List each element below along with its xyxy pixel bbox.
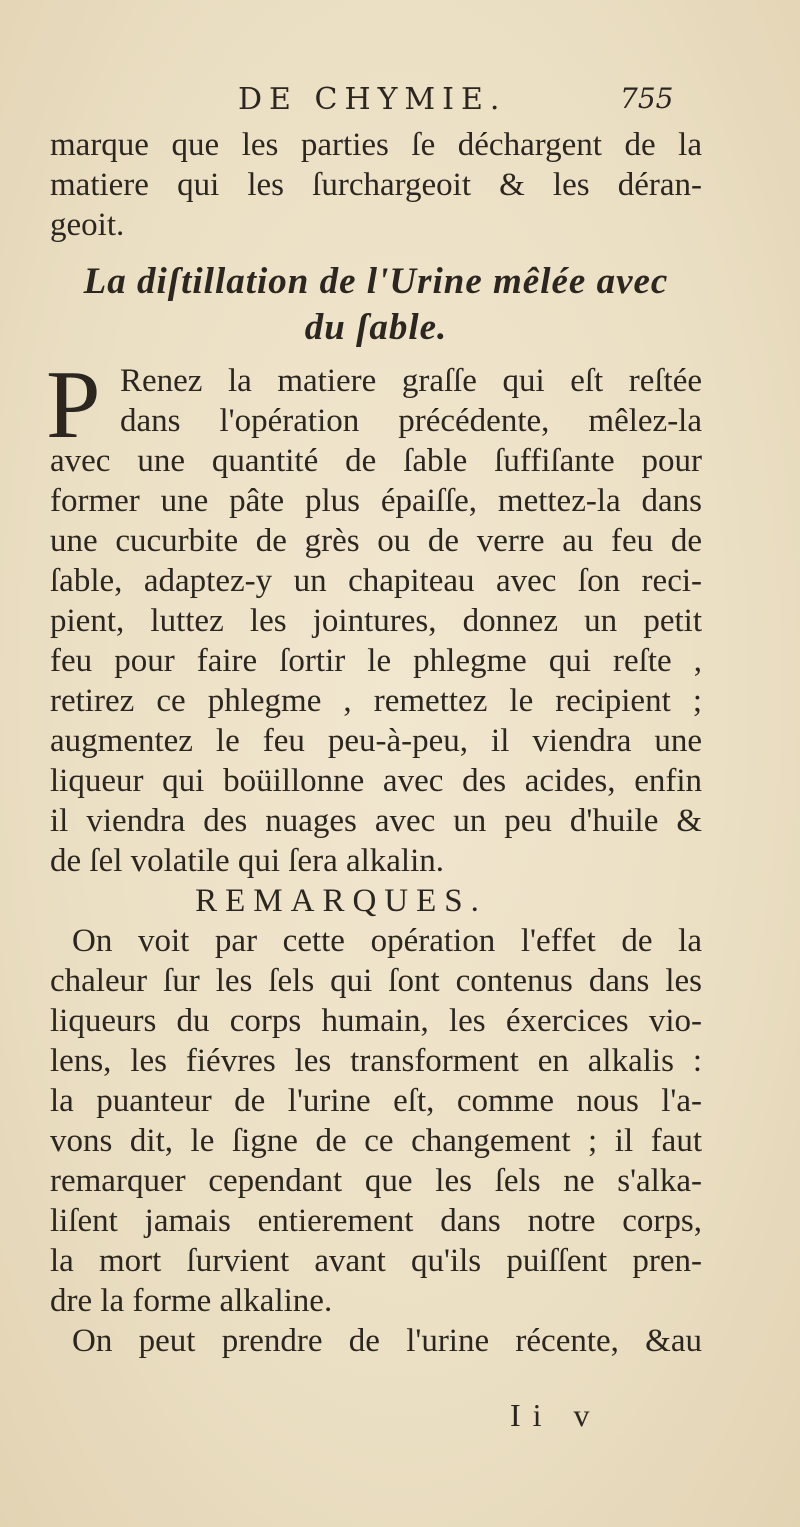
text-line: la mort ſurvient avant qu'ils puiſſent pren- [50,1243,702,1279]
text-line: On voit par cette opération l'effet de la [72,923,702,959]
text-line: liſent jamais entierement dans notre corps, [50,1203,702,1239]
text-line: marque que les parties ſe déchargent de la [50,127,702,163]
text-line: ſable, adaptez-y un chapiteau avec ſon reci- [50,563,702,599]
text-line: liqueurs du corps humain, les éxercices vio- [50,1003,702,1039]
text-line: dans l'opération précédente, mêlez-la [120,403,702,439]
text-line: remarquer cependant que les ſels ne s'alka- [50,1163,702,1199]
text-line: une cucurbite de grès ou de verre au feu de [50,523,702,559]
intro-paragraph [50,125,702,245]
final-paragraph [50,1321,702,1361]
remarques-paragraph [50,921,702,1321]
text-line: augmentez le feu peu-à-peu, il viendra une [50,723,702,759]
text-body [46,125,702,1361]
text-line: de ſel volatile qui ſera alkalin. [50,843,445,879]
text-line: feu pour faire ſortir le phlegme qui reſte , [50,643,702,679]
text-line: matiere qui les ſurchargeoit & les déran- [50,167,702,203]
running-head-title: DE CHYMIE. [238,82,507,117]
text-line: pient, luttez les jointures, donnez un petit [50,603,702,639]
text-line: avec une quantité de ſable ſuffiſante pour [50,443,702,479]
text-line: Renez la matiere graſſe qui eſt reſtée [120,363,702,399]
signature-mark: Ii v [510,1397,602,1433]
text-line: vons dit, le ſigne de ce changement ; il faut [50,1123,702,1159]
text-line: lens, les fiévres les transforment en alkalis : [50,1043,702,1079]
text-line: la puanteur de l'urine eſt, comme nous l'a- [50,1083,702,1119]
page-number: 755 [620,82,674,115]
running-head [0,82,800,130]
text-line: il viendra des nuages avec un peu d'huile & [50,803,702,839]
text-line: liqueur qui boüillonne avec des acides, enfin [50,763,702,799]
text-line: chaleur ſur les ſels qui ſont contenus dans les [50,963,702,999]
heading-line: La diſtillation de l'Urine mêlée avec [83,261,669,302]
section-heading [50,259,702,351]
text-line: geoit. [50,207,125,243]
text-line: retirez ce phlegme , remettez le recipient ; [50,683,702,719]
text-line: dre la forme alkaline. [50,1283,333,1319]
text-line: former une pâte plus épaiſſe, mettez-la dans [50,483,702,519]
heading-line: du ſable. [304,307,448,348]
procedure-paragraph [46,351,702,881]
remarques-heading: REMARQUES. [195,883,487,919]
text-line: On peut prendre de l'urine récente, &au [72,1323,702,1359]
drop-cap: P [46,351,101,459]
